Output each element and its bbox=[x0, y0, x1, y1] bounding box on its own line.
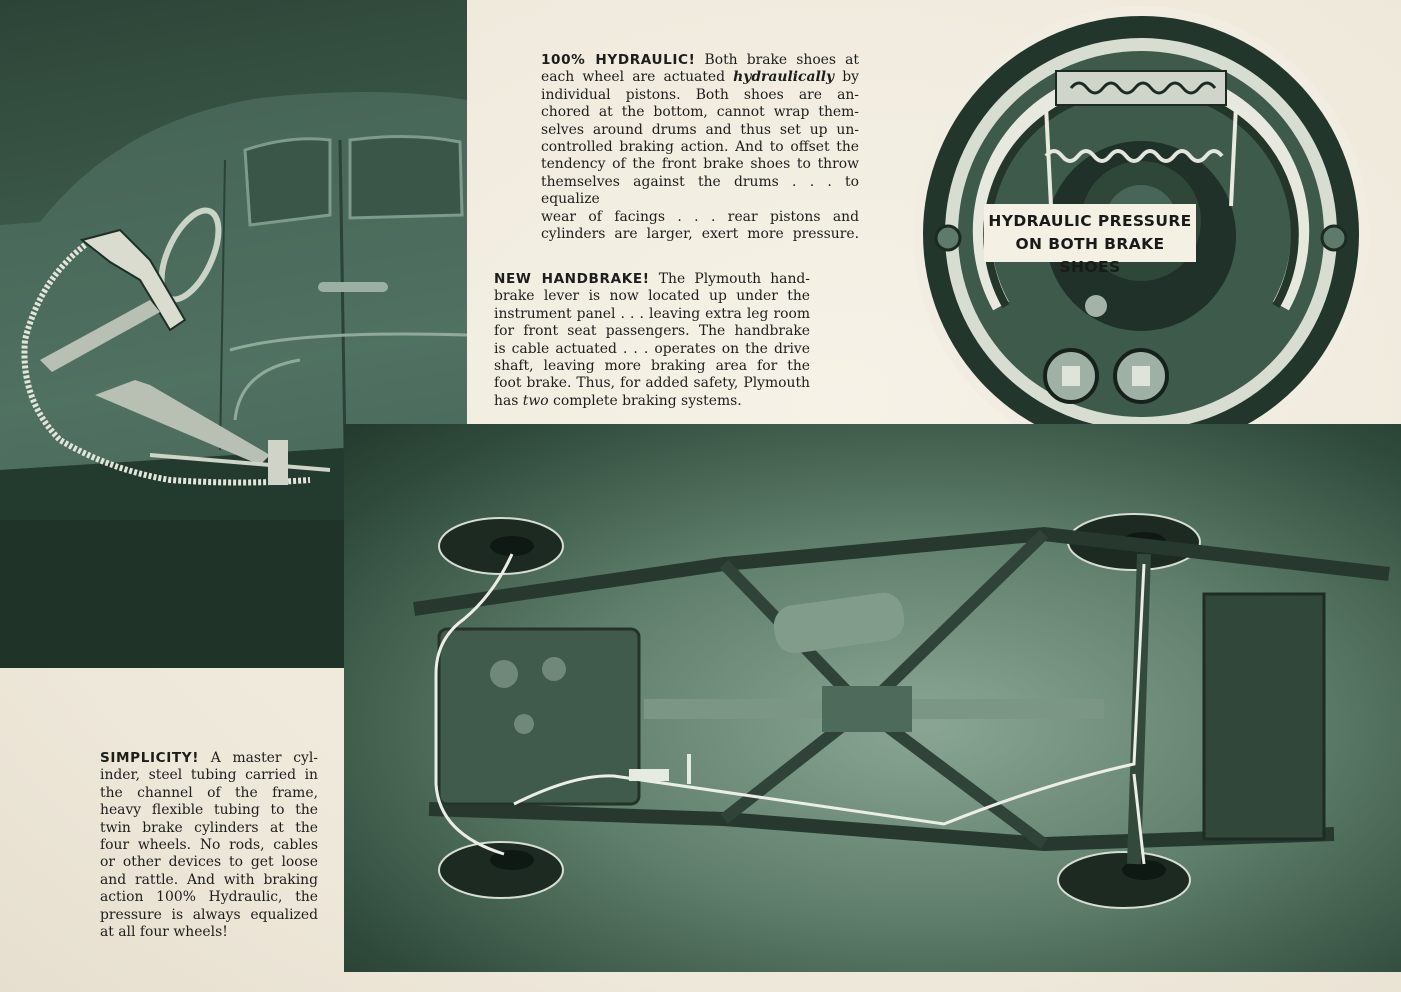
simplicity-line: inder, steel tubing carried in bbox=[100, 767, 318, 784]
simplicity-line: action 100% Hydraulic, the bbox=[100, 889, 318, 906]
hydraulic-line: chored at the bottom, cannot wrap them- bbox=[541, 104, 859, 121]
drum-caption-line-2: ON BOTH BRAKE SHOES bbox=[1015, 235, 1165, 276]
handbrake-line: foot brake. Thus, for added safety, Plymouth bbox=[494, 375, 810, 392]
handbrake-line: for front seat passengers. The handbrake bbox=[494, 323, 810, 340]
hydraulic-line: individual pistons. Both shoes are an- bbox=[541, 86, 859, 103]
hydraulic-line: controlled braking action. And to offset the bbox=[541, 139, 859, 156]
handbrake-paragraph bbox=[494, 271, 810, 410]
drum-caption-label bbox=[984, 204, 1196, 276]
simplicity-line: or other devices to get loose bbox=[100, 854, 318, 871]
hydraulic-emphasis: hydraulically bbox=[733, 69, 835, 86]
simplicity-line: A master cyl- bbox=[210, 750, 318, 766]
simplicity-line: heavy flexible tubing to the bbox=[100, 802, 318, 819]
handbrake-line: instrument panel . . . leaving extra leg room bbox=[494, 305, 810, 322]
handbrake-emphasis: two bbox=[522, 392, 549, 409]
hydraulic-paragraph bbox=[541, 52, 859, 243]
handbrake-line: has bbox=[494, 392, 519, 409]
simplicity-paragraph bbox=[100, 750, 318, 941]
hydraulic-line: wear of facings . . . rear pistons and bbox=[541, 208, 859, 225]
hydraulic-heading: 100% HYDRAULIC! bbox=[541, 52, 696, 68]
simplicity-heading: SIMPLICITY! bbox=[100, 750, 200, 766]
hydraulic-line: themselves against the drums . . . to equalize bbox=[541, 173, 859, 208]
handbrake-line: brake lever is now located up under the bbox=[494, 288, 810, 305]
hydraulic-line: by bbox=[842, 69, 859, 86]
handbrake-heading: NEW HANDBRAKE! bbox=[494, 271, 650, 287]
handbrake-line: The Plymouth hand- bbox=[658, 271, 810, 287]
simplicity-line: the channel of the frame, bbox=[100, 784, 318, 801]
hydraulic-line: each wheel are actuated bbox=[541, 69, 726, 86]
chassis-photo bbox=[344, 424, 1401, 972]
brake-drum-photo bbox=[886, 6, 1398, 464]
simplicity-line: at all four wheels! bbox=[100, 924, 228, 941]
simplicity-line: twin brake cylinders at the bbox=[100, 819, 318, 836]
hydraulic-line: Both brake shoes at bbox=[704, 52, 859, 68]
handbrake-line: shaft, leaving more braking area for the bbox=[494, 358, 810, 375]
chassis-illustration bbox=[344, 424, 1401, 972]
handbrake-line: complete braking systems. bbox=[553, 392, 742, 409]
hydraulic-line: cylinders are larger, exert more pressure. bbox=[541, 226, 859, 243]
simplicity-line: pressure is always equalized bbox=[100, 906, 318, 923]
hydraulic-line: tendency of the front brake shoes to throw bbox=[541, 156, 859, 173]
hydraulic-line: selves around drums and thus set up un- bbox=[541, 121, 859, 138]
simplicity-line: and rattle. And with braking bbox=[100, 871, 318, 888]
drum-caption-line-1: HYDRAULIC PRESSURE bbox=[988, 212, 1192, 230]
simplicity-line: four wheels. No rods, cables bbox=[100, 837, 318, 854]
handbrake-line: is cable actuated . . . operates on the drive bbox=[494, 340, 810, 357]
